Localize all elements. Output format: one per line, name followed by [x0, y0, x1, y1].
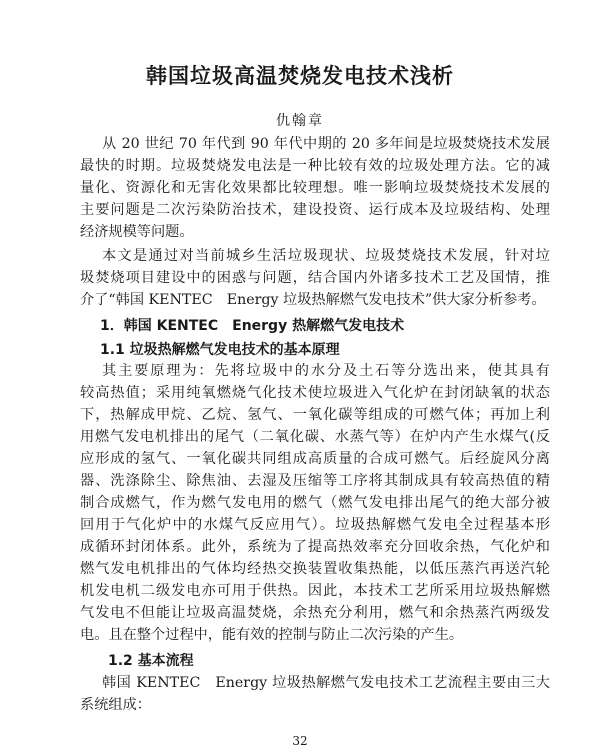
paragraph-1-line: 最快的时期。垃圾焚烧发电法是一种比较有效的垃圾处理方法。它的减 — [80, 158, 550, 174]
paragraph-3-line: 制合成燃气，作为燃气发电用的燃气（燃气发电排出尾气的绝大部分被 — [80, 495, 550, 511]
paragraph-3-line: 成循环封闭体系。此外，系统为了提高热效率充分回收余热，气化炉和 — [80, 539, 550, 555]
paragraph-3-line: 下，热解成甲烷、乙烷、氢气、一氧化碳等组成的可燃气体；再加上利 — [80, 407, 550, 423]
paragraph-3-line: 回用于气化炉中的水煤气反应用气）。垃圾热解燃气发电全过程基本形 — [80, 517, 550, 533]
author-name: 仇翰章 — [276, 113, 324, 129]
paragraph-1-line: 主要问题是二次污染防治技术，建设投资、运行成本及垃圾结构、处理 — [80, 202, 550, 218]
paragraph-1-line: 从 20 世纪 70 年代到 90 年代中期的 20 多年间是垃圾焚烧技术发展 — [102, 136, 550, 152]
paragraph-3-line: 其主要原理为：先将垃圾中的水分及土石等分选出来，使其具有 — [102, 363, 550, 379]
paragraph-1-line: 经济规模等问题。 — [80, 224, 194, 240]
paragraph-3-line: 用燃气发电机排出的尾气（二氧化碳、水蒸气等）在炉内产生水煤气(反 — [80, 429, 550, 445]
paragraph-3-line: 机发电机二级发电亦可用于供热。因此，本技术工艺所采用垃圾热解燃 — [80, 583, 550, 599]
section-heading-1: 1．韩国 KENTEC Energy 热解燃气发电技术 — [100, 318, 405, 334]
paragraph-2-line: 圾焚烧项目建设中的困惑与问题，结合国内外诸多技术工艺及国情，推 — [80, 270, 550, 286]
paragraph-4-line: 系统组成： — [80, 697, 151, 713]
document-title: 韩国垃圾高温焚烧发电技术浅析 — [146, 64, 454, 88]
paragraph-1-line: 量化、资源化和无害化效果都比较理想。唯一影响垃圾焚烧技术发展的 — [80, 180, 550, 196]
paragraph-4-line: 韩国 KENTEC Energy 垃圾热解燃气发电技术工艺流程主要由三大 — [102, 675, 550, 691]
section-heading-1-1: 1.1 垃圾热解燃气发电技术的基本原理 — [100, 342, 340, 358]
paragraph-3-line: 应形成的氢气、一氧化碳共同组成高质量的合成可燃气。后经旋风分离 — [80, 451, 550, 467]
section-heading-1-2: 1.2 基本流程 — [108, 653, 194, 669]
page-number: 32 — [292, 734, 308, 748]
paragraph-3-line: 器、洗涤除尘、除焦油、去湿及压缩等工序将其制成具有较高热值的精 — [80, 473, 550, 489]
paragraph-2-line: 本文是通过对当前城乡生活垃圾现状、垃圾焚烧技术发展，针对垃 — [102, 248, 550, 264]
paragraph-3-line: 较高热值；采用纯氧燃烧气化技术使垃圾进入气化炉在封闭缺氧的状态 — [80, 385, 550, 401]
paragraph-3-line: 气发电不但能让垃圾高温焚烧，余热充分利用，燃气和余热蒸汽两级发 — [80, 605, 550, 621]
paragraph-2-line: 介了“韩国 KENTEC Energy 垃圾热解燃气发电技术”供大家分析参考。 — [80, 292, 546, 308]
paragraph-3-line: 电。且在整个过程中，能有效的控制与防止二次污染的产生。 — [80, 627, 464, 643]
paragraph-3-line: 燃气发电机排出的气体均经热交换装置收集热能，以低压蒸汽再送汽轮 — [80, 561, 550, 577]
